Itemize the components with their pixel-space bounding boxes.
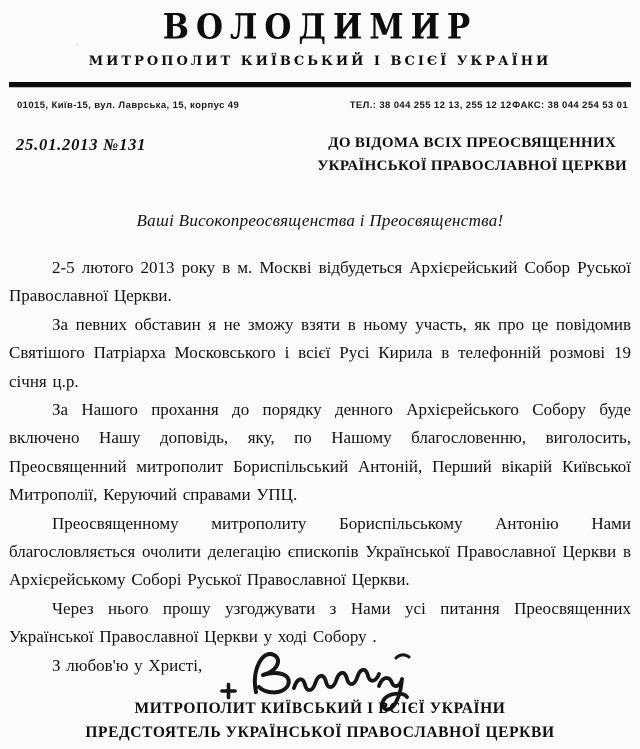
letterhead-name: ВОЛОДИМИР <box>162 7 478 48</box>
signatory-title-line-2: ПРЕДСТОЯТЕЛЬ УКРАЇНСЬКОЇ ПРАВОСЛАВНОЇ ЦЕРКВИ <box>85 724 555 741</box>
salutation: Ваші Високопреосвященства і Преосвященства! <box>136 211 504 230</box>
recipient-block <box>317 132 627 178</box>
reference-row <box>0 132 640 178</box>
paragraph-5: Через нього прошу узгоджувати з Нами усі питання Преосвященних Української Православної Церкви у ході Собору . <box>9 598 631 647</box>
paragraph-3: За Нашого прохання до порядку денного Архієрейського Собору буде включено Нашу доповідь, яку, по Нашому благословенню, виголосить, Преосвященний митрополит Бориспільський Антоній, Перший вікарій Київської Митрополії, Керуючий справами УПЦ. <box>9 400 631 505</box>
paragraph-2: За певних обставин я не зможу взяти в ньому участь, як про це повідомив Святішого Патріарха Московського і всієї Русі Кирила в телефонній розмові 19 січня ц.р. <box>9 314 631 391</box>
letterhead <box>0 7 640 111</box>
letterhead-contacts <box>0 87 640 111</box>
date-and-number: 25.01.2013 №131 <box>16 135 147 154</box>
paragraph-4: Преосвященному митрополиту Бориспільському Антонію Нами благословляється очолити делегацію єпископів Української Православної Церкви в Архієрейському Соборі Руської Православної Церкви. <box>9 513 631 590</box>
recipient-line-2: УКРАЇНСЬКОЇ ПРАВОСЛАВНОЇ ЦЕРКВИ <box>317 158 627 174</box>
letterhead-address: 01015, Київ-15, вул. Лаврська, 15, корпус 49 <box>17 100 240 111</box>
paragraph-1: 2-5 лютого 2013 року в м. Москві відбудеться Архієрейський Собор Руської Православної Церкви. <box>9 258 631 306</box>
recipient-line-1: ДО ВІДОМА ВСІХ ПРЕОСВЯЩЕННИХ <box>328 135 617 151</box>
letterhead-subtitle: МИТРОПОЛИТ КИЇВСЬКИЙ І ВСІЄЇ УКРАЇНИ <box>88 54 552 69</box>
letterhead-fax: ФАКС: 38 044 254 53 01 <box>512 100 628 111</box>
signatory-title-line-1: МИТРОПОЛИТ КИЇВСЬКИЙ І ВСІЄЇ УКРАЇНИ <box>134 700 506 717</box>
letterhead-phone: ТЕЛ.: 38 044 255 12 13, 255 12 12 <box>349 100 512 111</box>
letter-body <box>0 254 640 680</box>
closing-line: З любов'ю у Христі, <box>52 655 203 675</box>
